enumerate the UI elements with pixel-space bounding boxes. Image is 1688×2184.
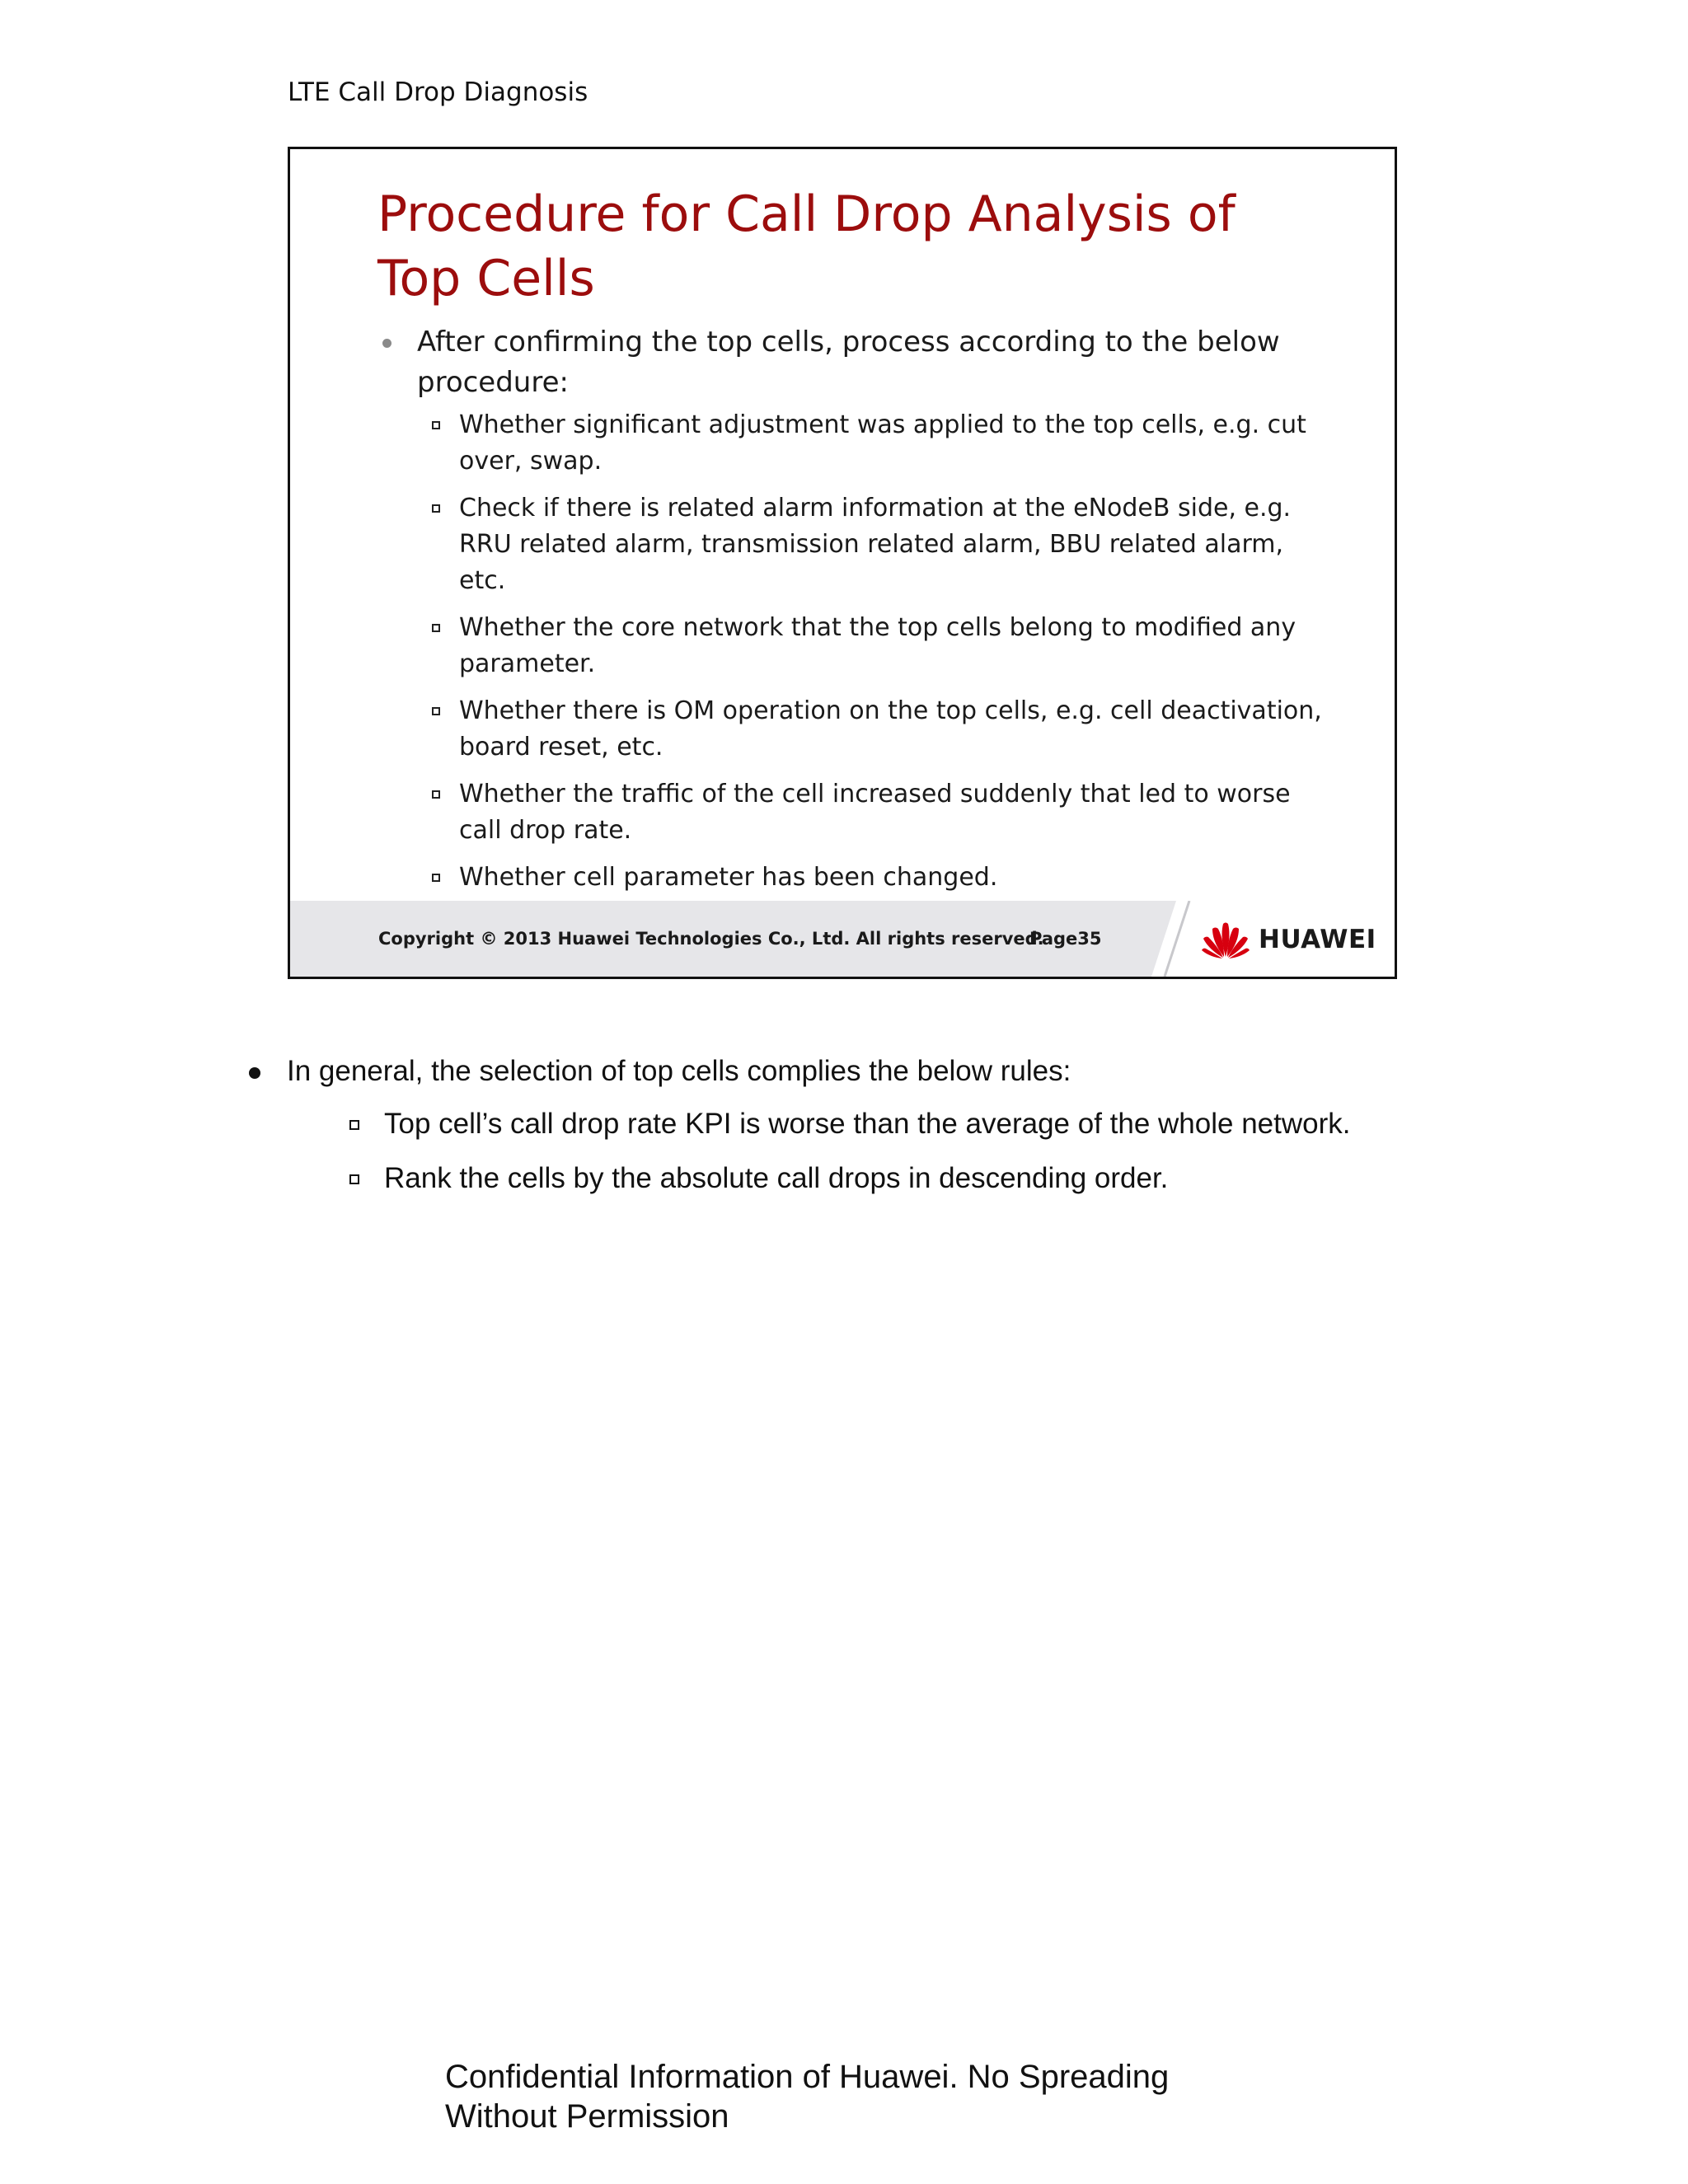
confidential-notice: Confidential Information of Huawei. No Spreading Without Permission — [445, 2059, 1170, 2135]
slide-sub-item — [459, 490, 1333, 599]
bullet-dot-icon — [382, 339, 392, 348]
slide-page-number: Page35 — [1029, 929, 1102, 949]
slide-sub-item-text: Whether the traffic of the cell increased suddenly that led to worse call drop rate. — [459, 780, 1291, 845]
slide-sub-item-text: Check if there is related alarm information at the eNodeB side, e.g. RRU related alarm, transmission related alarm, BBU related alarm, etc. — [459, 494, 1292, 595]
slide-title: Procedure for Call Drop Analysis of Top Cells — [377, 185, 1236, 307]
slide-sub-item — [459, 407, 1333, 480]
square-bullet-icon — [349, 1120, 359, 1130]
notes-section — [287, 1048, 1441, 1210]
slide-sub-list — [459, 407, 1333, 907]
square-bullet-icon — [432, 707, 440, 715]
huawei-flower-icon — [1201, 921, 1250, 958]
slide-sub-item — [459, 860, 1333, 896]
slide-sub-item-text: Whether the core network that the top cells belong to modified any parameter. — [459, 613, 1296, 678]
slide-sub-item-text: Whether cell parameter has been changed. — [459, 863, 998, 892]
square-bullet-icon — [349, 1174, 359, 1184]
slide-sub-item-text: Whether significant adjustment was applied to the top cells, e.g. cut over, swap. — [459, 410, 1306, 476]
slide-copyright: Copyright © 2013 Huawei Technologies Co., Ltd. All rights reserved. — [378, 929, 1044, 949]
square-bullet-icon — [432, 421, 440, 429]
notes-main-bullet — [287, 1048, 1441, 1094]
notes-sub-item — [384, 1101, 1441, 1147]
notes-sub-list — [287, 1101, 1441, 1202]
slide-sub-item — [459, 776, 1333, 849]
square-bullet-icon — [432, 874, 440, 882]
slide-main-bullet — [417, 322, 1282, 403]
huawei-wordmark: HUAWEI — [1259, 925, 1376, 954]
square-bullet-icon — [432, 790, 440, 799]
notes-sub-item-text: Top cell’s call drop rate KPI is worse than the average of the whole network. — [384, 1108, 1351, 1140]
square-bullet-icon — [432, 504, 440, 513]
slide-footer — [290, 901, 1395, 977]
notes-sub-item — [384, 1155, 1441, 1202]
notes-main-text: In general, the selection of top cells complies the below rules: — [287, 1055, 1071, 1087]
slide-sub-item — [459, 610, 1333, 682]
document-header: LTE Call Drop Diagnosis — [288, 77, 588, 107]
slide-sub-item-text: Whether there is OM operation on the top cells, e.g. cell deactivation, board reset, etc. — [459, 696, 1322, 762]
slide-main-bullet-text: After confirming the top cells, process according to the below procedure: — [417, 326, 1280, 399]
slide-sub-item — [459, 693, 1333, 766]
square-bullet-icon — [432, 624, 440, 632]
huawei-logo — [1201, 921, 1376, 958]
notes-sub-item-text: Rank the cells by the absolute call drops in descending order. — [384, 1162, 1169, 1194]
slide-frame — [288, 147, 1397, 979]
bullet-dot-icon — [249, 1067, 260, 1079]
